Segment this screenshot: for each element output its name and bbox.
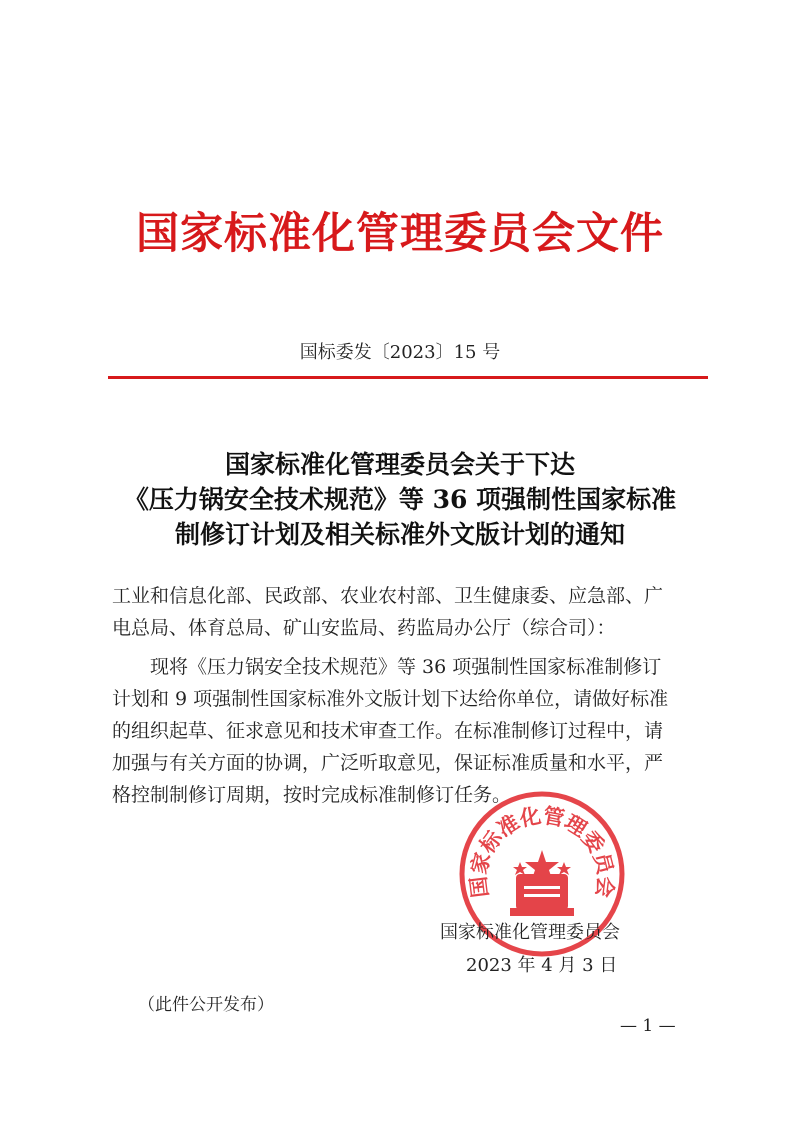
notice-title-line: 《压力锅安全技术规范》等 36 项强制性国家标准 <box>123 485 677 514</box>
issue-date: 2023 年 4 月 3 日 <box>466 955 618 976</box>
red-divider <box>108 376 708 379</box>
notice-body <box>112 651 712 811</box>
notice-title <box>0 447 800 552</box>
notice-title-line: 制修订计划及相关标准外文版计划的通知 <box>174 520 625 549</box>
recipients-line: 电总局、体育总局、矿山安监局、药监局办公厅（综合司）： <box>112 617 616 639</box>
document-number: 国标委发〔2023〕15 号 <box>299 342 501 363</box>
recipients <box>112 580 712 644</box>
seal-text: 国家标准化管理委员会 <box>466 803 618 899</box>
document-header-title: 国家标准化管理委员会文件 <box>136 209 664 259</box>
body-line: 格控制制修订周期，按时完成标准制修订任务。 <box>112 784 512 806</box>
release-note: （此件公开发布） <box>138 995 274 1015</box>
body-line: 的组织起草、征求意见和技术审查工作。在标准制修订过程中，请 <box>112 720 664 742</box>
body-line: 现将《压力锅安全技术规范》等 36 项强制性国家标准制修订 <box>112 656 662 678</box>
recipients-line: 工业和信息化部、民政部、农业农村部、卫生健康委、应急部、广 <box>112 585 664 607</box>
page-number: — 1 — <box>620 1016 676 1036</box>
body-line: 加强与有关方面的协调，广泛听取意见，保证标准质量和水平，严 <box>112 752 664 774</box>
body-line: 计划和 9 项强制性国家标准外文版计划下达给你单位，请做好标准 <box>112 688 669 710</box>
notice-title-line: 国家标准化管理委员会关于下达 <box>224 450 575 479</box>
national-emblem-icon <box>510 850 574 916</box>
issuer-name: 国家标准化管理委员会 <box>440 922 620 943</box>
